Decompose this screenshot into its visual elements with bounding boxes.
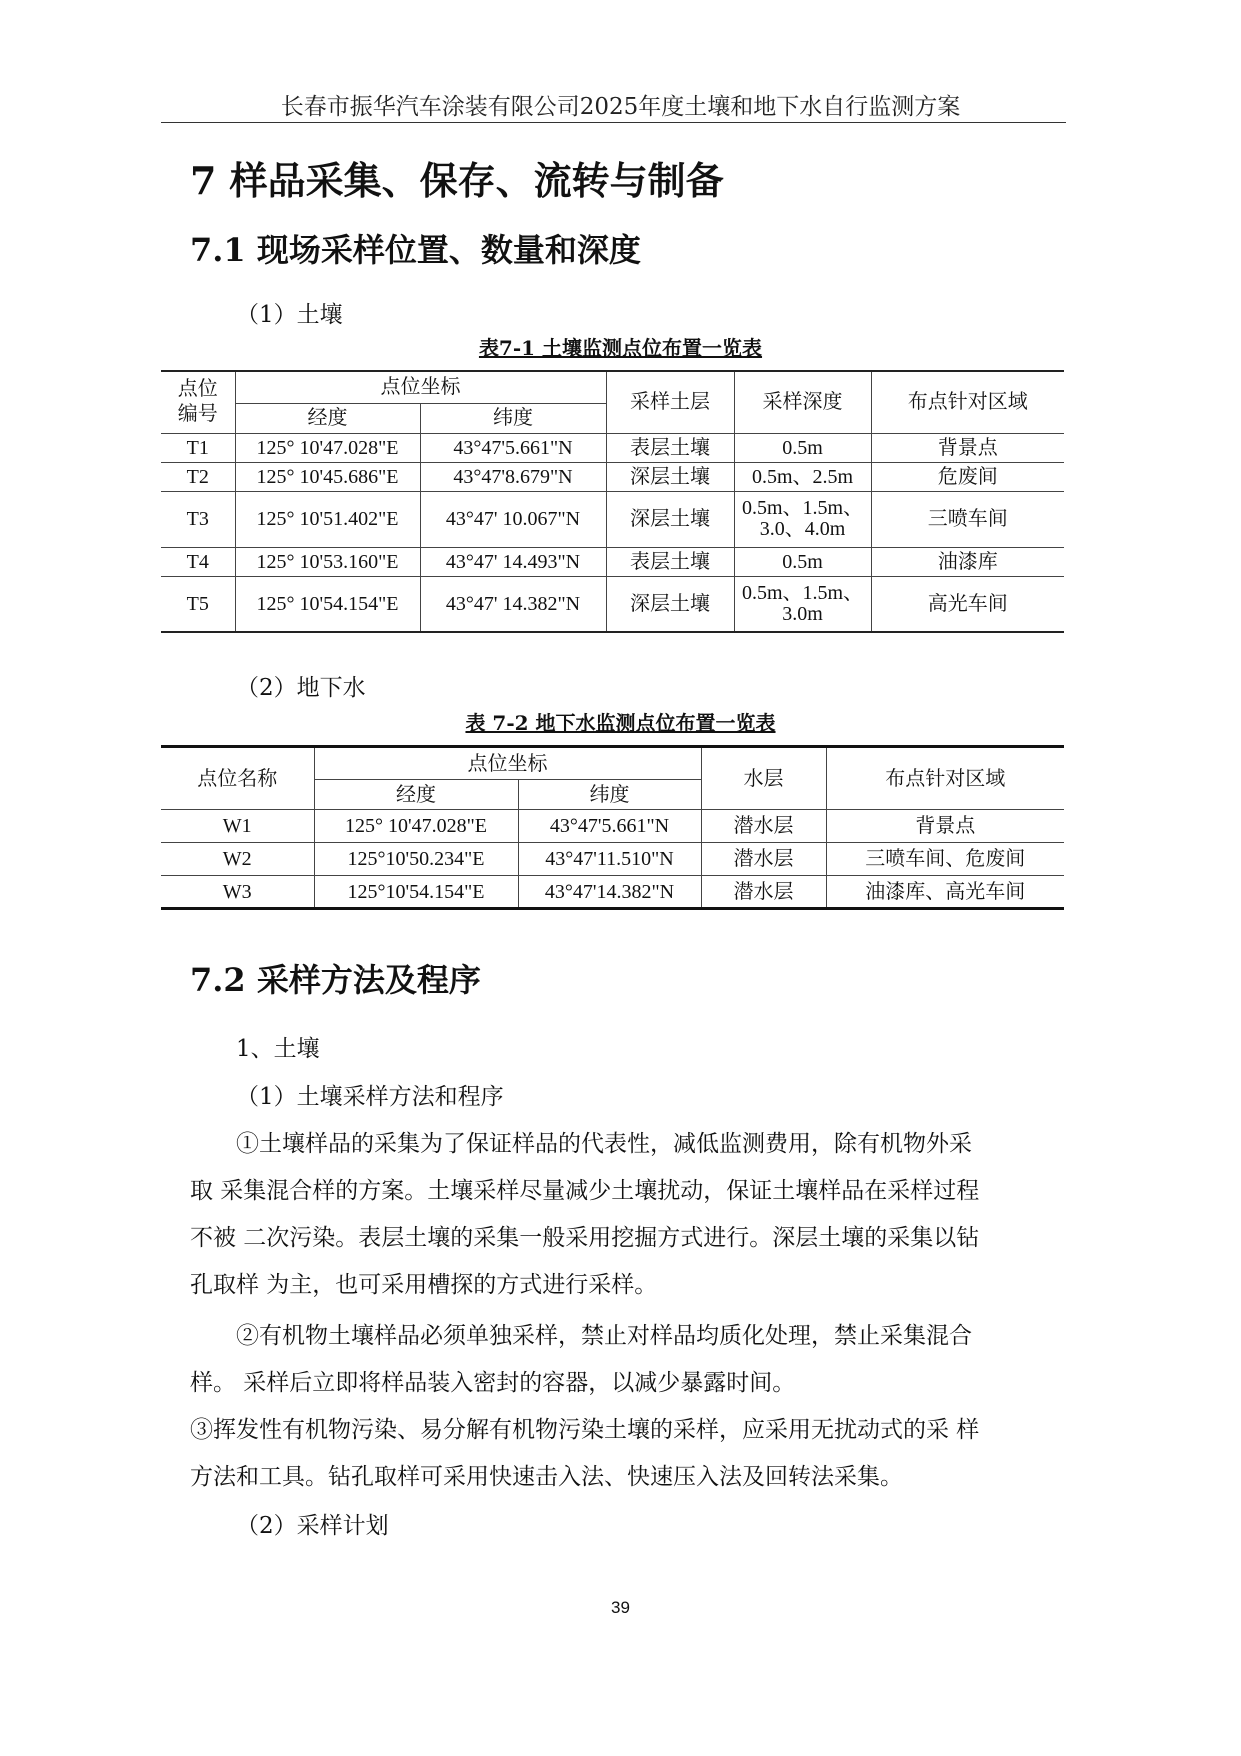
cell-lat: 43°47' 10.067"N bbox=[420, 491, 606, 547]
cell-layer: 表层土壤 bbox=[606, 433, 734, 462]
table1-caption: 表7-1 土壤监测点位布置一览表 bbox=[478, 336, 763, 360]
header-area: 布点针对区域 bbox=[826, 747, 1064, 810]
soil-monitoring-table bbox=[161, 370, 1064, 633]
cell-layer: 潜水层 bbox=[701, 810, 826, 843]
cell-id: T3 bbox=[161, 491, 235, 547]
table2-caption: 表 7-2 地下水监测点位布置一览表 bbox=[465, 711, 776, 735]
header-lat: 纬度 bbox=[420, 403, 606, 433]
table-row bbox=[161, 843, 1064, 876]
running-header: 长春市振华汽车涂装有限公司2025年度土壤和地下水自行监测方案 bbox=[280, 94, 961, 120]
cell-lon: 125°10'50.234"E bbox=[314, 843, 518, 876]
cell-layer: 深层土壤 bbox=[606, 576, 734, 632]
cell-lon: 125° 10'51.402"E bbox=[235, 491, 420, 547]
groundwater-label: （2）地下水 bbox=[236, 675, 366, 701]
header-layer: 采样土层 bbox=[606, 371, 734, 433]
para2-line2: 样。 采样后立即将样品装入密封的容器，以减少暴露时间。 bbox=[190, 1370, 796, 1396]
subheading-soil-method: （1）土壤采样方法和程序 bbox=[236, 1084, 504, 1110]
cell-depth: 0.5m、2.5m bbox=[734, 462, 871, 491]
section-title-7-2: 7.2 采样方法及程序 bbox=[190, 961, 481, 999]
cell-depth: 0.5m、1.5m、3.0、4.0m bbox=[734, 491, 871, 547]
para3-line1: ③挥发性有机物污染、易分解有机物污染土壤的采样，应采用无扰动式的采 样 bbox=[190, 1417, 980, 1443]
cell-depth: 0.5m、1.5m、3.0m bbox=[734, 576, 871, 632]
cell-lat: 43°47'11.510"N bbox=[518, 843, 701, 876]
item-soil: 1、土壤 bbox=[236, 1036, 320, 1062]
cell-name: W3 bbox=[161, 876, 314, 909]
table-row bbox=[161, 433, 1064, 462]
cell-area: 三喷车间、危废间 bbox=[826, 843, 1064, 876]
cell-lat: 43°47'14.382"N bbox=[518, 876, 701, 909]
cell-lon: 125°10'54.154"E bbox=[314, 876, 518, 909]
cell-lat: 43°47'5.661"N bbox=[420, 433, 606, 462]
cell-lon: 125° 10'47.028"E bbox=[314, 810, 518, 843]
table-row bbox=[161, 876, 1064, 909]
table-row bbox=[161, 462, 1064, 491]
para1-line2: 取 采集混合样的方案。土壤采样尽量减少土壤扰动，保证土壤样品在采样过程 bbox=[190, 1178, 980, 1204]
cell-area: 背景点 bbox=[826, 810, 1064, 843]
header-area: 布点针对区域 bbox=[871, 371, 1064, 433]
cell-area: 油漆库、高光车间 bbox=[826, 876, 1064, 909]
header-lon: 经度 bbox=[314, 780, 518, 810]
groundwater-monitoring-table bbox=[161, 745, 1064, 910]
chapter-title: 7 样品采集、保存、流转与制备 bbox=[190, 158, 724, 203]
cell-area: 背景点 bbox=[871, 433, 1064, 462]
para3-line2: 方法和工具。钻孔取样可采用快速击入法、快速压入法及回转法采集。 bbox=[190, 1464, 903, 1490]
cell-name: W1 bbox=[161, 810, 314, 843]
cell-lat: 43°47'5.661"N bbox=[518, 810, 701, 843]
cell-lon: 125° 10'45.686"E bbox=[235, 462, 420, 491]
cell-layer: 潜水层 bbox=[701, 843, 826, 876]
subheading-sampling-plan: （2）采样计划 bbox=[236, 1513, 389, 1539]
header-coord: 点位坐标 bbox=[314, 747, 701, 780]
header-lon: 经度 bbox=[235, 403, 420, 433]
cell-area: 高光车间 bbox=[871, 576, 1064, 632]
cell-depth: 0.5m bbox=[734, 433, 871, 462]
cell-lat: 43°47' 14.493"N bbox=[420, 547, 606, 576]
header-lat: 纬度 bbox=[518, 780, 701, 810]
cell-lon: 125° 10'53.160"E bbox=[235, 547, 420, 576]
header-depth: 采样深度 bbox=[734, 371, 871, 433]
soil-label: （1）土壤 bbox=[236, 302, 343, 328]
cell-depth: 0.5m bbox=[734, 547, 871, 576]
cell-area: 危废间 bbox=[871, 462, 1064, 491]
cell-id: T4 bbox=[161, 547, 235, 576]
cell-lat: 43°47' 14.382"N bbox=[420, 576, 606, 632]
table-row bbox=[161, 547, 1064, 576]
cell-lat: 43°47'8.679"N bbox=[420, 462, 606, 491]
cell-name: W2 bbox=[161, 843, 314, 876]
section-title-7-1: 7.1 现场采样位置、数量和深度 bbox=[190, 231, 641, 269]
header-layer: 水层 bbox=[701, 747, 826, 810]
table-row bbox=[161, 576, 1064, 632]
header-id: 点位编号 bbox=[161, 371, 235, 433]
cell-lon: 125° 10'54.154"E bbox=[235, 576, 420, 632]
header-coord: 点位坐标 bbox=[235, 371, 606, 403]
para1-line4: 孔取样 为主，也可采用槽探的方式进行采样。 bbox=[190, 1272, 658, 1298]
header-rule bbox=[161, 122, 1066, 123]
para1-line3: 不被 二次污染。表层土壤的采集一般采用挖掘方式进行。深层土壤的采集以钻 bbox=[190, 1225, 980, 1251]
page-number: 39 bbox=[611, 1598, 630, 1617]
cell-area: 三喷车间 bbox=[871, 491, 1064, 547]
cell-area: 油漆库 bbox=[871, 547, 1064, 576]
para2-line1: ②有机物土壤样品必须单独采样，禁止对样品均质化处理，禁止采集混合 bbox=[236, 1323, 972, 1349]
cell-lon: 125° 10'47.028"E bbox=[235, 433, 420, 462]
para1-line1: ①土壤样品的采集为了保证样品的代表性，减低监测费用，除有机物外采 bbox=[236, 1131, 972, 1157]
cell-id: T1 bbox=[161, 433, 235, 462]
cell-layer: 潜水层 bbox=[701, 876, 826, 909]
cell-layer: 深层土壤 bbox=[606, 491, 734, 547]
table-row bbox=[161, 491, 1064, 547]
cell-layer: 深层土壤 bbox=[606, 462, 734, 491]
table-row bbox=[161, 810, 1064, 843]
cell-id: T2 bbox=[161, 462, 235, 491]
header-name: 点位名称 bbox=[161, 747, 314, 810]
cell-layer: 表层土壤 bbox=[606, 547, 734, 576]
cell-id: T5 bbox=[161, 576, 235, 632]
